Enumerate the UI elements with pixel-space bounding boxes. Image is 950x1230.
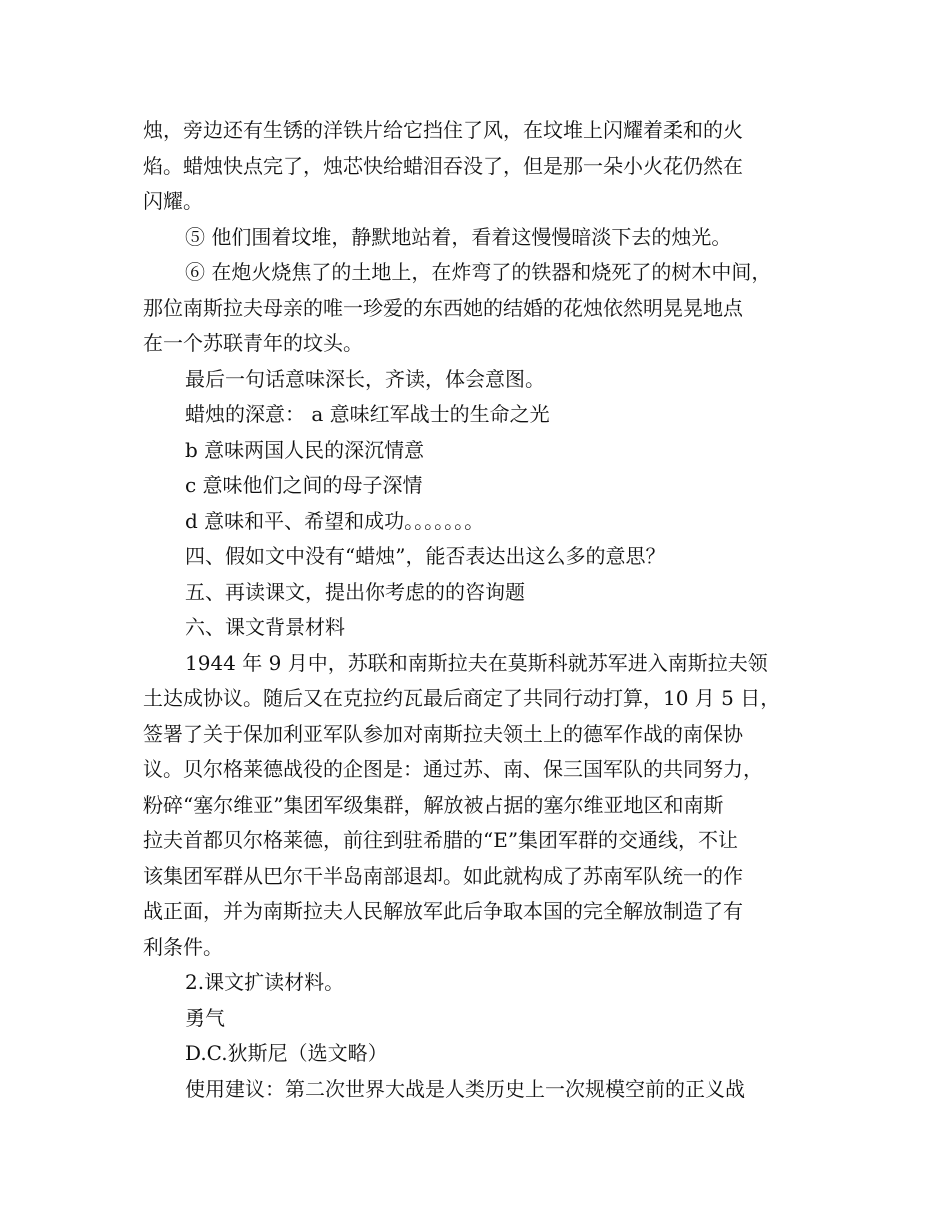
text-line-17: 土达成协议。随后又在克拉约瓦最后商定了共同行动打算，10 月 5 日， [143, 686, 781, 710]
text-line-27: D.C.狄斯尼（选文略） [185, 1041, 388, 1065]
text-line-18: 签署了关于保加利亚军队参加对南斯拉夫领土上的德军作战的南保协 [143, 721, 743, 746]
text-line-13: 四、假如文中没有“蜡烛”，能否表达出这么多的意思？ [185, 544, 666, 568]
text-line-2: 焰。蜡烛快点完了，烛芯快给蜡泪吞没了，但是那一朵小火花仍然在 [143, 153, 743, 178]
text-line-21: 拉夫首都贝尔格莱德，前往到驻希腊的“E”集团军群的交通线，不让 [143, 828, 739, 852]
text-line-6: 那位南斯拉夫母亲的唯一珍爱的东西她的结婚的花烛依然明晃晃地点 [143, 295, 743, 320]
text-line-9: 蜡烛的深意： a 意味红军战士的生命之光 [185, 402, 550, 426]
text-line-8: 最后一句话意味深长，齐读，体会意图。 [185, 366, 545, 391]
text-line-23: 战正面，并为南斯拉夫人民解放军此后争取本国的完全解放制造了有 [143, 899, 743, 923]
text-line-11: c 意味他们之间的母子深情 [185, 473, 423, 497]
text-line-14: 五、再读课文，提出你考虑的的咨询题 [185, 579, 525, 604]
text-line-5: ⑥ 在炮火烧焦了的土地上，在炸弯了的铁器和烧死了的树木中间， [185, 260, 772, 284]
text-line-28: 使用建议：第二次世界大战是人类历史上一次规模空前的正义战 [185, 1076, 745, 1101]
text-line-12: d 意味和平、希望和成功。。。。。。。 [185, 508, 485, 533]
document-page [143, 113, 823, 1107]
text-line-3: 闪耀。 [143, 189, 203, 213]
text-line-7: 在一个苏联青年的坟头。 [143, 331, 363, 355]
text-line-1: 烛，旁边还有生锈的洋铁片给它挡住了风，在坟堆上闪耀着柔和的火 [143, 118, 743, 142]
text-line-20: 粉碎“塞尔维亚”集团军级集群，解放被占据的塞尔维亚地区和南斯 [143, 792, 724, 817]
text-line-26: 勇气 [185, 1005, 225, 1030]
text-line-15: 六、课文背景材料 [185, 615, 345, 639]
text-line-25: 2.课文扩读材料。 [185, 970, 345, 994]
text-line-10: b 意味两国人民的深沉情意 [185, 437, 425, 462]
text-line-19: 议。贝尔格莱德战役的企图是：通过苏、南、保三国军队的共同努力， [143, 757, 763, 781]
text-line-16: 1944 年 9 月中，苏联和南斯拉夫在莫斯科就苏军进入南斯拉夫领 [185, 650, 768, 675]
text-line-4: ⑤ 他们围着坟堆，静默地站着，看着这慢慢暗淡下去的烛光。 [185, 224, 732, 249]
text-line-22: 该集团军群从巴尔干半岛南部退却。如此就构成了苏南军队统一的作 [143, 863, 743, 888]
text-line-24: 利条件。 [143, 934, 223, 959]
